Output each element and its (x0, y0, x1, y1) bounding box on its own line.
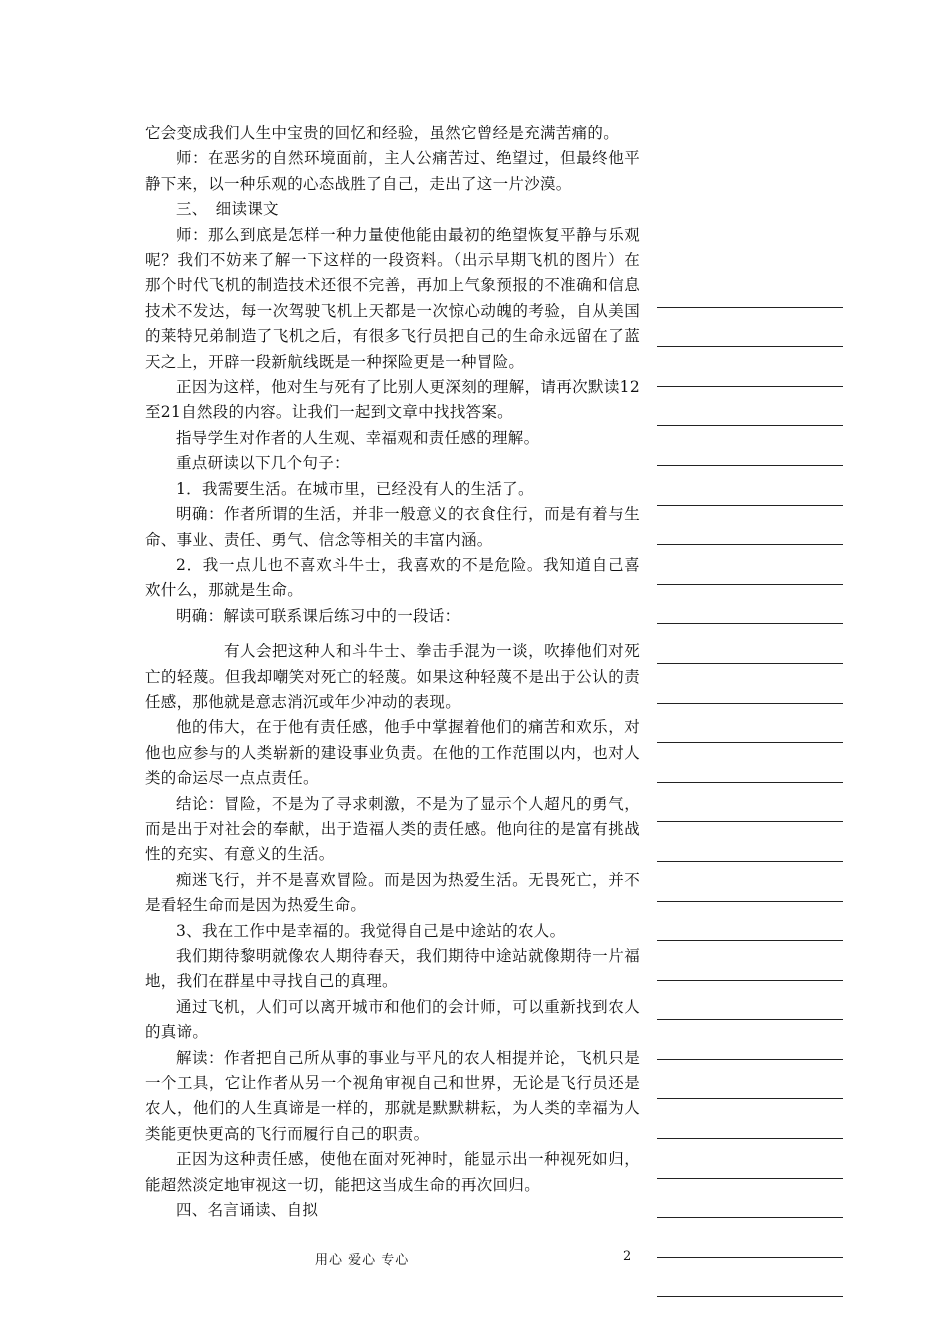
paragraph-passion: 痴迷飞行，并不是喜欢冒险。而是因为热爱生活。无畏死亡，并不是看轻生命而是因为热爱生命。 (145, 870, 640, 915)
section-heading-4: 四、名言诵读、自拟 (176, 1201, 319, 1220)
sentence-3: 3、我在工作中是幸福的。我觉得自己是中途站的农人。 (176, 921, 566, 940)
paragraph-key-sentences: 重点研读以下几个句子： (176, 454, 350, 473)
note-line (657, 387, 843, 427)
paragraph-greatness: 他的伟大，在于他有责任感，他手中掌握着他们的痛苦和欢乐，对他也应参与的人类崭新的建设事业负责。在他的工作范围以内，也对人类的命运尽一点点责任。 (145, 718, 640, 788)
note-line (657, 624, 843, 664)
clarification-1: 明确：作者所谓的生活，并非一般意义的衣食住行，而是有着与生命、事业、责任、勇气、信念等相关的丰富内涵。 (145, 505, 640, 549)
note-line (657, 268, 843, 308)
paragraph-teacher-remark: 师：在恶劣的自然环境面前，主人公痛苦过、绝望过，但最终他平静下来，以一种乐观的心态战胜了自己，走出了这一片沙漠。 (145, 149, 640, 193)
paragraph-continuation: 它会变成我们人生中宝贵的回忆和经验，虽然它曾经是充满苦痛的。 (145, 124, 620, 142)
note-line (657, 783, 843, 823)
note-line (657, 664, 843, 704)
note-line (657, 585, 843, 625)
paragraph-airplane: 通过飞机，人们可以离开城市和他们的会计师，可以重新找到农人的真谛。 (145, 997, 640, 1042)
note-line (657, 506, 843, 546)
paragraph-background: 师：那么到底是怎样一种力量使他能由最初的绝望恢复平静与乐观呢？我们不妨来了解一下这样的一段资料。（出示早期飞机的图片）在那个时代飞机的制造技术还很不完善，再加上气象预报的不准确和信息技术不发达，每一次驾驶飞机上天都是一次惊心动魄的考验，自从美国的莱特兄弟制造了飞机之后，有很多飞行员把自己的生命永远留在了蓝天之上，开辟一段新航线既是一种探险更是一种冒险。 (145, 225, 640, 371)
section-heading-3: 三、 细读课文 (176, 200, 279, 219)
paragraph-conclusion: 结论：冒险，不是为了寻求刺激，不是为了显示个人超凡的勇气，而是出于对社会的奉献，出于造福人类的责任感。他向往的是富有挑战性的充实、有意义的生活。 (145, 794, 640, 864)
quote-paragraph: 有人会把这种人和斗牛士、拳击手混为一谈，吹捧他们对死亡的轻蔑。但我却嘲笑对死亡的轻蔑。如果这种轻蔑不是出于公认的责任感，那他就是意志消沉或年少冲动的表现。 (145, 642, 640, 711)
note-line (657, 1060, 843, 1100)
note-line (657, 1020, 843, 1060)
note-line (657, 1179, 843, 1219)
spacer (145, 629, 640, 639)
note-line (657, 1218, 843, 1258)
sentence-1: 1．我需要生活。在城市里，已经没有人的生活了。 (176, 479, 534, 498)
note-line (657, 308, 843, 348)
note-line (657, 704, 843, 744)
page-number: 2 (623, 1249, 632, 1264)
note-line (657, 981, 843, 1021)
main-text-column (145, 121, 640, 1223)
note-line (657, 743, 843, 783)
paragraph-reading-task: 正因为这样，他对生与死有了比别人更深刻的理解，请再次默读12至21自然段的内容。让我们一起到文章中找找答案。 (145, 378, 640, 422)
note-lines-column (657, 268, 843, 1297)
note-line (657, 1099, 843, 1139)
note-line (657, 347, 843, 387)
paragraph-guidance: 指导学生对作者的人生观、幸福观和责任感的理解。 (176, 428, 540, 447)
note-line (657, 941, 843, 981)
note-line (657, 426, 843, 466)
note-line (657, 545, 843, 585)
footer-motto: 用心 爱心 专心 (315, 1253, 410, 1268)
paragraph-responsibility: 正因为这种责任感，使他在面对死神时，能显示出一种视死如归，能超然淡定地审视这一切，能把这当成生命的再次回归。 (145, 1150, 640, 1194)
note-line (657, 1139, 843, 1179)
clarification-2: 明确：解读可联系课后练习中的一段话： (176, 606, 461, 625)
note-line (657, 822, 843, 862)
sentence-2: 2．我一点儿也不喜欢斗牛士，我喜欢的不是危险。我知道自己喜欢什么，那就是生命。 (145, 555, 640, 600)
note-line (657, 862, 843, 902)
paragraph-interpretation: 解读：作者把自己所从事的事业与平凡的农人相提并论，飞机只是一个工具，它让作者从另一个视角审视自己和世界，无论是飞行员还是农人，他们的人生真谛是一样的，那就是默默耕耘，为人类的幸福为人类能更快更高的飞行而履行自己的职责。 (145, 1048, 640, 1143)
note-line (657, 902, 843, 942)
note-line (657, 1258, 843, 1298)
paragraph-dawn: 我们期待黎明就像农人期待春天，我们期待中途站就像期待一片福地，我们在群星中寻找自己的真理。 (145, 947, 640, 991)
note-line (657, 466, 843, 506)
